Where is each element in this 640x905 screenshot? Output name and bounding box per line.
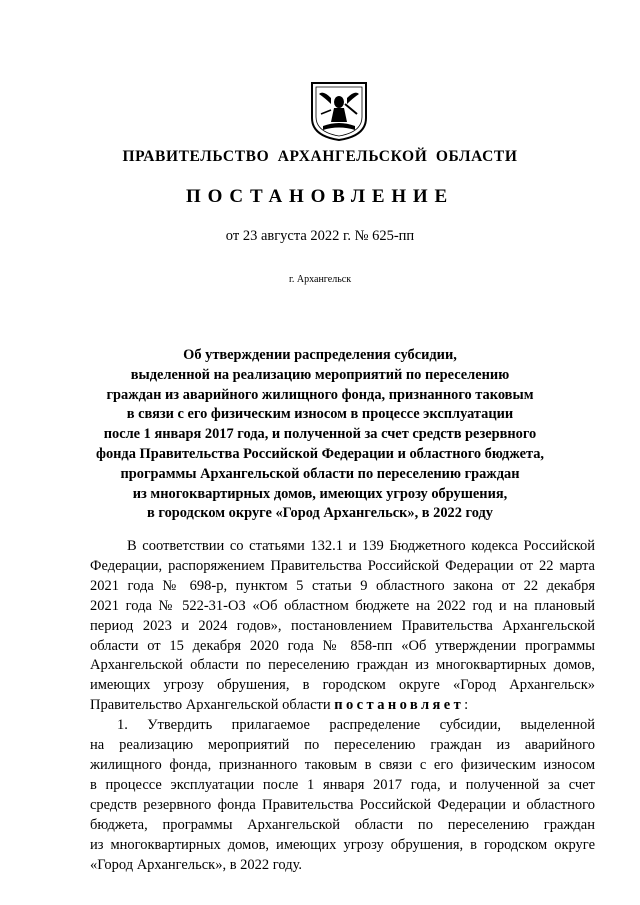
resolves-colon: : xyxy=(464,697,469,714)
document-type: ПОСТАНОВЛЕНИЕ xyxy=(186,186,454,207)
body-line: на реализацию мероприятий по переселению граждан из аварийного xyxy=(90,737,595,754)
body-line: период 2023 и 2024 годов», постановлением Правительства Архангельской xyxy=(90,617,595,634)
title-line: из многоквартирных домов, имеющих угрозу обрушения, xyxy=(132,485,508,502)
city-name: г. Архангельск xyxy=(288,274,352,285)
body-line: из многоквартирных домов, имеющих угрозу обрушения, в городском округе xyxy=(90,836,595,853)
government-name: ПРАВИТЕЛЬСТВО АРХАНГЕЛЬСКОЙ ОБЛАСТИ xyxy=(122,148,518,165)
title-line: граждан из аварийного жилищного фонда, признанного таковым xyxy=(106,386,534,403)
resolves-word: постановляет xyxy=(334,697,465,714)
decree-title xyxy=(60,346,580,524)
body-line: бюджета, программы Архангельской области по переселению граждан xyxy=(90,816,595,833)
body-line-text: Правительство Архангельской области xyxy=(90,697,331,714)
title-line: фонда Правительства Российской Федерации и областного бюджета, xyxy=(95,445,544,462)
body-line: 2021 года № 522-31-ОЗ «Об областном бюджете на 2022 год и на плановый xyxy=(90,597,595,614)
title-line: в связи с его физическим износом в процессе эксплуатации xyxy=(126,406,514,423)
body-line: «Город Архангельск», в 2022 году. xyxy=(90,856,303,873)
title-line: в городском округе «Город Архангельск», в 2022 году xyxy=(147,505,493,522)
body-line: области от 15 декабря 2020 года № 858-пп «Об утверждении программы xyxy=(90,637,595,654)
body-line: 1. Утвердить прилагаемое распределение субсидии, выделенной xyxy=(117,717,595,734)
body-line: средств резервного фонда Правительства Российской Федерации и областного xyxy=(90,796,595,813)
body-line: Архангельской области по переселению граждан из многоквартирных домов, xyxy=(90,657,595,674)
coat-of-arms-icon xyxy=(309,80,369,142)
body-line: жилищного фонда, признанного таковым в связи с его физическим износом xyxy=(90,756,595,773)
title-line: программы Архангельской области по переселению граждан xyxy=(120,465,520,482)
body-line: В соответствии со статьями 132.1 и 139 Бюджетного кодекса Российской xyxy=(127,538,595,554)
body-line: 2021 года № 698-р, пунктом 5 статьи 9 областного закона от 22 декабря xyxy=(90,577,595,594)
body-line: Федерации, распоряжением Правительства Российской Федерации от 22 марта xyxy=(90,557,595,574)
decree-body xyxy=(90,537,595,875)
title-line: Об утверждении распределения субсидии, xyxy=(183,347,457,363)
title-line: выделенной на реализацию мероприятий по переселению xyxy=(130,366,510,383)
title-line: после 1 января 2017 года, и полученной за счет средств резервного xyxy=(103,426,537,443)
decree-date-number: от 23 августа 2022 г. № 625-пп xyxy=(225,228,415,244)
body-line: в процессе эксплуатации после 1 января 2017 года, и полученной за счет xyxy=(90,776,595,793)
body-line: имеющих угрозу обрушения, в городском округе «Город Архангельск» xyxy=(90,677,595,694)
body-line xyxy=(90,696,595,716)
